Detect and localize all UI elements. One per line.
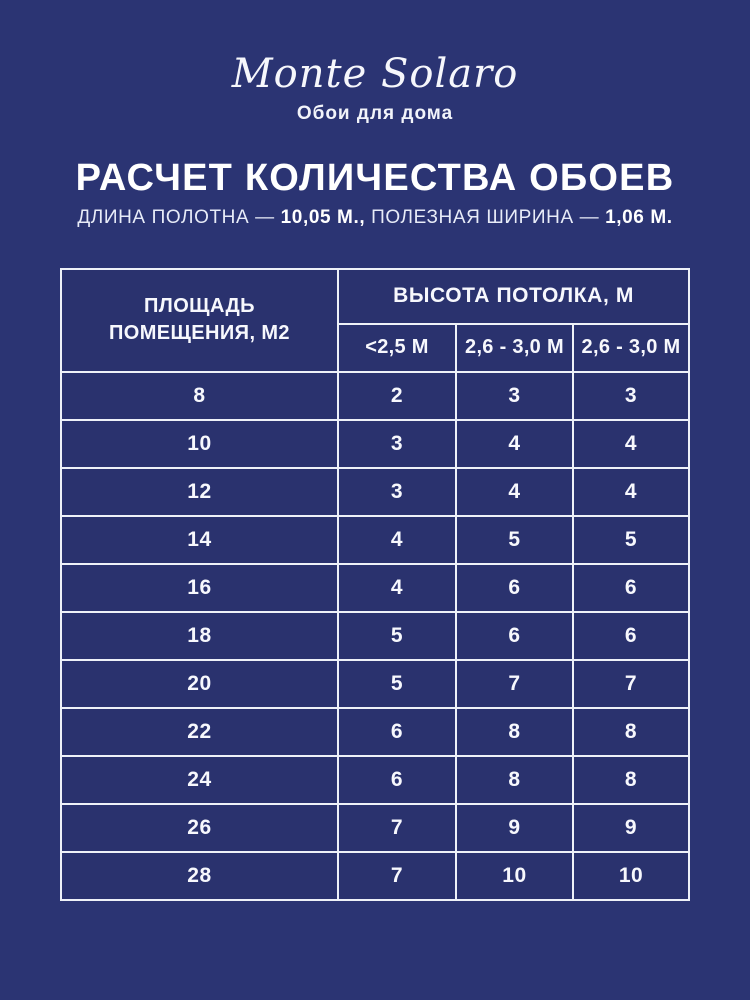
value-cell: 4 (338, 516, 456, 564)
column-header-2-6-3-0-a: 2,6 - 3,0 М (456, 324, 573, 372)
value-cell: 6 (573, 564, 689, 612)
table-row (61, 660, 689, 708)
room-area-header-label: ПЛОЩАДЬ ПОМЕЩЕНИЯ, М2 (109, 295, 290, 345)
area-cell: 16 (61, 564, 338, 612)
value-cell: 4 (573, 420, 689, 468)
value-cell: 6 (338, 708, 456, 756)
room-area-header-cell (61, 269, 338, 372)
value-cell: 4 (456, 468, 573, 516)
value-cell: 5 (338, 660, 456, 708)
table-header (61, 269, 689, 372)
area-cell: 20 (61, 660, 338, 708)
column-header-lt-2-5: <2,5 М (338, 324, 456, 372)
table-row (61, 372, 689, 420)
table-row (61, 852, 689, 900)
value-cell: 7 (338, 852, 456, 900)
area-cell: 12 (61, 468, 338, 516)
table-header-row-1 (61, 269, 689, 324)
table-body (61, 372, 689, 900)
subtitle-text-2: ПОЛЕЗНАЯ ШИРИНА — (365, 206, 606, 228)
value-cell: 8 (456, 756, 573, 804)
table-row (61, 564, 689, 612)
value-cell: 8 (573, 708, 689, 756)
area-cell: 18 (61, 612, 338, 660)
value-cell: 4 (573, 468, 689, 516)
value-cell: 6 (573, 612, 689, 660)
value-cell: 3 (573, 372, 689, 420)
table-row (61, 516, 689, 564)
value-cell: 8 (456, 708, 573, 756)
value-cell: 2 (338, 372, 456, 420)
subtitle-text-1: ДЛИНА ПОЛОТНА — (77, 206, 281, 228)
area-cell: 22 (61, 708, 338, 756)
value-cell: 4 (456, 420, 573, 468)
area-cell: 26 (61, 804, 338, 852)
subtitle-bold-useful-width: 1,06 М. (605, 206, 673, 228)
page-subtitle (0, 207, 750, 229)
table-row (61, 804, 689, 852)
value-cell: 5 (573, 516, 689, 564)
value-cell: 8 (573, 756, 689, 804)
value-cell: 4 (338, 564, 456, 612)
value-cell: 3 (338, 468, 456, 516)
area-cell: 14 (61, 516, 338, 564)
value-cell: 3 (456, 372, 573, 420)
ceiling-height-group-header-cell: ВЫСОТА ПОТОЛКА, М (338, 269, 689, 324)
brand-header (0, 52, 750, 125)
value-cell: 6 (456, 612, 573, 660)
value-cell: 7 (456, 660, 573, 708)
table-row (61, 420, 689, 468)
value-cell: 10 (573, 852, 689, 900)
value-cell: 5 (456, 516, 573, 564)
value-cell: 10 (456, 852, 573, 900)
area-cell: 10 (61, 420, 338, 468)
value-cell: 5 (338, 612, 456, 660)
wallpaper-quantity-table (60, 268, 690, 901)
value-cell: 7 (338, 804, 456, 852)
table-row (61, 612, 689, 660)
value-cell: 6 (338, 756, 456, 804)
table-row (61, 468, 689, 516)
value-cell: 3 (338, 420, 456, 468)
area-cell: 28 (61, 852, 338, 900)
brand-tagline: Обои для дома (296, 103, 454, 124)
table-row (61, 756, 689, 804)
area-cell: 8 (61, 372, 338, 420)
area-cell: 24 (61, 756, 338, 804)
subtitle-bold-canvas-length: 10,05 М., (280, 206, 366, 228)
brand-logo: Monte Solaro (231, 51, 519, 97)
column-header-2-6-3-0-b: 2,6 - 3,0 М (573, 324, 689, 372)
value-cell: 6 (456, 564, 573, 612)
value-cell: 7 (573, 660, 689, 708)
value-cell: 9 (456, 804, 573, 852)
table-row (61, 708, 689, 756)
value-cell: 9 (573, 804, 689, 852)
page-title: РАСЧЕТ КОЛИЧЕСТВА ОБОЕВ (75, 157, 675, 199)
